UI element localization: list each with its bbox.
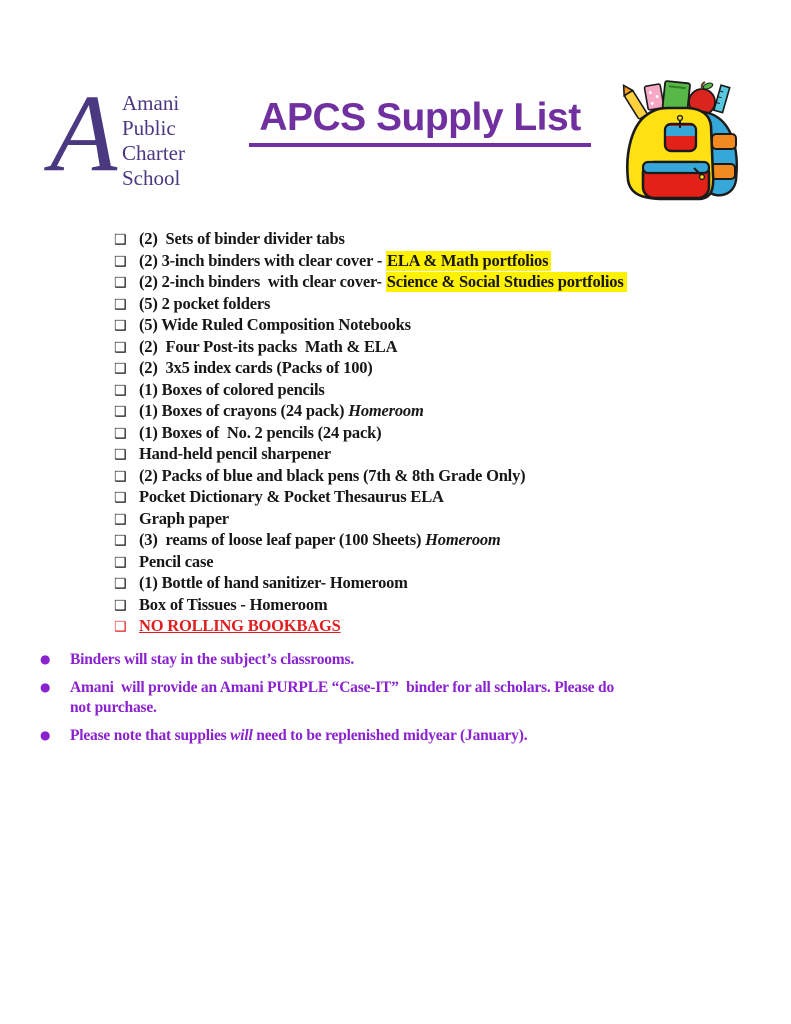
supply-list-item: [114, 358, 627, 380]
supply-list-item: [114, 530, 627, 552]
note-item: [40, 650, 680, 670]
note-line: [70, 698, 614, 718]
checkbox-icon: ❑: [114, 619, 127, 635]
crayon-icon: [619, 83, 647, 120]
text-segment: (2) 3x5 index cards (Packs of 100): [139, 358, 373, 377]
text-segment: Pocket Dictionary & Pocket Thesaurus ELA: [139, 487, 444, 506]
item-text: [139, 530, 501, 550]
backpack-svg: [612, 78, 752, 208]
logo-word: Public: [122, 116, 176, 140]
page-title: [228, 96, 612, 147]
logo-letter-a: A: [50, 72, 118, 194]
supply-list-item: [114, 380, 627, 402]
note-line: [70, 726, 527, 746]
text-segment: Binders will stay in the subject’s classrooms.: [70, 651, 355, 668]
bullet-icon: ●: [40, 652, 51, 666]
supply-list-item: [114, 401, 627, 423]
text-segment: (1) Boxes of crayons (24 pack): [139, 401, 349, 420]
supply-list-item: [114, 251, 627, 273]
text-segment: Please note that supplies: [70, 727, 231, 744]
green-folder-icon: [662, 81, 690, 110]
checkbox-icon: ❑: [114, 296, 127, 313]
checkbox-icon: ❑: [114, 425, 127, 442]
supply-list: [114, 229, 627, 638]
text-segment: (2) Sets of binder divider tabs: [139, 229, 345, 248]
supply-list-item: [114, 595, 627, 617]
item-text: [139, 573, 408, 593]
text-segment: (2) 3-inch binders with clear cover -: [139, 250, 387, 270]
backpack-front-pocket: [643, 162, 709, 198]
text-segment: ELA & Math portfolios: [386, 251, 551, 271]
checkbox-icon: ❑: [114, 339, 127, 356]
checkbox-icon: ❑: [114, 576, 127, 592]
supply-list-item: [114, 573, 627, 595]
item-text: [139, 358, 373, 378]
logo-wordmark: [122, 91, 185, 191]
checkbox-icon: ❑: [114, 318, 127, 334]
logo-word: School: [122, 166, 181, 190]
item-text: [139, 509, 229, 529]
item-text: [139, 444, 331, 464]
note-line: [70, 678, 614, 698]
text-segment: will: [230, 727, 253, 744]
checkbox-icon: ❑: [114, 533, 127, 549]
supply-list-item: [114, 337, 627, 359]
supply-list-item: [114, 552, 627, 574]
supply-list-item: [114, 487, 627, 509]
note-text: [70, 726, 527, 746]
item-text: [139, 251, 551, 271]
checkbox-icon: ❑: [114, 554, 127, 571]
note-text: [70, 678, 614, 718]
logo-word: Charter: [122, 141, 185, 165]
supply-list-item: [114, 444, 627, 466]
checkbox-icon: ❑: [114, 253, 127, 270]
item-text: [139, 595, 327, 615]
supply-list-item: [114, 315, 627, 337]
checkbox-icon: ❑: [114, 382, 127, 399]
note-line: [70, 650, 354, 670]
checkbox-icon: ❑: [114, 232, 127, 248]
text-segment: Hand-held pencil sharpener: [139, 444, 331, 463]
checkbox-icon: ❑: [114, 361, 127, 377]
text-segment: (1) Boxes of colored pencils: [139, 379, 325, 399]
text-segment: Pencil case: [139, 551, 214, 571]
supply-list-item: [114, 272, 627, 294]
school-logo: [50, 72, 210, 204]
checkbox-icon: ❑: [114, 468, 127, 485]
note-item: [40, 678, 680, 718]
checkbox-icon: ❑: [114, 404, 127, 420]
item-text: [139, 229, 345, 249]
note-text: [70, 650, 354, 670]
item-text: [139, 466, 525, 486]
text-segment: (5) 2 pocket folders: [139, 293, 271, 313]
text-segment: (3) reams of loose leaf paper (100 Sheets): [139, 530, 426, 549]
supply-list-item: [114, 294, 627, 316]
item-text: [139, 401, 424, 421]
text-segment: not purchase.: [70, 699, 157, 716]
item-text: [139, 552, 213, 572]
supply-list-item: [114, 466, 627, 488]
checkbox-icon: ❑: [114, 490, 127, 506]
logo-word: Amani: [122, 91, 180, 115]
eraser-pad-icon: [644, 84, 664, 110]
item-text: [139, 616, 341, 636]
text-segment: Homeroom: [425, 530, 501, 549]
checkbox-icon: ❑: [114, 447, 127, 463]
text-segment: (2) Packs of blue and black pens (7th & 8th Grade Only): [139, 465, 526, 485]
text-segment: Graph paper: [139, 508, 229, 528]
text-segment: Homeroom: [348, 401, 424, 420]
note-item: [40, 726, 680, 746]
bullet-icon: ●: [40, 728, 51, 742]
notes-list: [40, 650, 680, 754]
bullet-icon: ●: [40, 680, 51, 694]
supply-list-item: [114, 229, 627, 251]
blue-ruler-icon: [714, 85, 730, 112]
checkbox-icon: ❑: [114, 275, 127, 291]
item-text: [139, 294, 270, 314]
item-text: [139, 337, 397, 357]
text-segment: Amani will provide an Amani PURPLE “Case-IT” binder for all scholars. Please do: [70, 679, 614, 696]
text-segment: need to be replenished midyear (January).: [252, 727, 528, 744]
item-text: [139, 423, 381, 443]
text-segment: (5) Wide Ruled Composition Notebooks: [139, 315, 411, 334]
text-segment: (1) Boxes of No. 2 pencils (24 pack): [139, 422, 382, 442]
text-segment: (1) Bottle of hand sanitizer- Homeroom: [139, 573, 408, 592]
text-segment: (2) Four Post-its packs Math & ELA: [139, 336, 398, 356]
checkbox-icon: ❑: [114, 597, 127, 614]
item-text: [139, 272, 627, 292]
text-segment: Box of Tissues - Homeroom: [139, 594, 328, 614]
text-segment: (2) 2-inch binders with clear cover-: [139, 272, 386, 291]
text-segment: NO ROLLING BOOKBAGS: [139, 616, 341, 635]
supply-list-item: [114, 616, 627, 638]
supply-list-item: [114, 509, 627, 531]
text-segment: Science & Social Studies portfolios: [386, 272, 627, 292]
checkbox-icon: ❑: [114, 511, 127, 528]
item-text: [139, 487, 444, 507]
item-text: [139, 380, 325, 400]
item-text: [139, 315, 411, 335]
page-title-text: APCS Supply List: [249, 96, 590, 147]
backpack-clipart-image: [612, 78, 752, 208]
supply-list-item: [114, 423, 627, 445]
